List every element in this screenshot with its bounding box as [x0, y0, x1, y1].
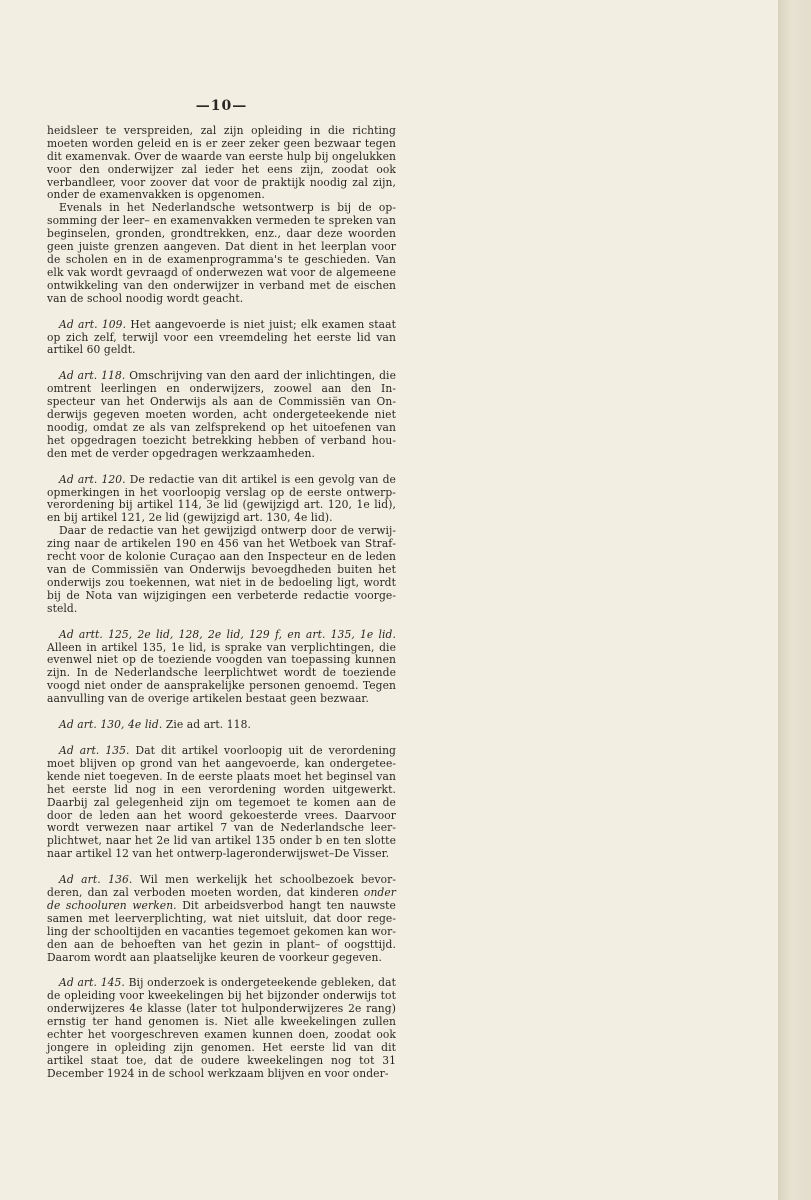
paragraph-text: Daar de redactie van het gewijzigd ontwerp door de verwijzing naar de artikelen 190 en 456 van het Wetboek van Strafrecht voor de kolonie Curaçao aan den Inspecteur en de leden van de Commissiën van Onderwijs bevoegdheden buiten het onderwijs zou toekennen, wat niet in de bedoeling ligt, wordt bij de Nota van wijzigingen een verbeterde redactie voorgesteld.: [47, 524, 396, 615]
paragraph-text: De redactie van dit artikel is een gevolg van de opmerkingen in het voorloopig verslag op de eerste ontwerp-verordening bij artikel 114, 3e lid (gewijzigd art. 120, 1e lid), en bij artikel 121, 2e lid (gewijzigd art. 130, 4e lid).: [47, 472, 396, 525]
paragraph-text: Omschrijving van den aard der inlichtingen, die omtrent leerlingen en onderwijzers, zoowel aan den Inspecteur van het Onderwijs als aan de Commissiën van Onderwijs gegeven moeten worden, acht ondergeteekende niet noodig, omdat ze als van zelfsprekend op het uitoefenen van het opgedragen toezicht betrekking hebben of verband houden met de verder opgedragen werkzaamheden.: [47, 369, 396, 460]
paragraph: [47, 977, 396, 1080]
article-reference: Ad art. 145.: [59, 976, 125, 990]
body-text: [47, 125, 396, 1081]
paragraph: [47, 874, 396, 964]
paragraph-text: heidsleer te verspreiden, zal zijn opleiding in die richting moeten worden geleid en is er zeer zeker geen bezwaar tegen dit examenvak. Over de waarde van eerste hulp bij ongelukken voor den onderwijzer zal ieder het eens zijn, zoodat ook verbandleer, voor zoover dat voor de praktijk noodig zal zijn, onder de examenvakken is opgenomen.: [47, 123, 396, 202]
paragraph-text: Alleen in artikel 135, 1e lid, is sprake van verplichtingen, die evenwel niet op de toeziende voogden van toepassing kunnen zijn. In de Nederlandsche leerplichtwet wordt de toeziende voogd niet onder de aansprakelijke personen genoemd. Tegen aanvulling van de overige artikelen bestaat geen bezwaar.: [47, 640, 396, 706]
paragraph-text: Dat dit artikel voorloopig uit de verordening moet blijven op grond van het aangevoerde, kan ondergeteekende niet toegeven. In de eerste plaats moet het beginsel van het eerste lid nog in een verordening worden uitgewerkt. Daarbij zal gelegenheid zijn om tegemoet te komen aan de door de leden aan het woord gekoesterde vrees. Daarvoor wordt verwezen naar artikel 7 van de Nederlandsche leerplichtwet, naar het 2e lid van artikel 135 onder b en ten slotte naar artikel 12 van het ontwerp-lageronderwijswet–De Visser.: [47, 743, 396, 861]
article-reference: Ad art. 136.: [59, 873, 133, 887]
article-reference: Ad art. 135.: [59, 743, 130, 757]
page-number: —10—: [195, 98, 248, 114]
paragraph: [47, 525, 396, 615]
paragraph-text: Zie ad art. 118.: [162, 718, 251, 732]
text-column: [47, 100, 396, 1081]
paragraph-text: Bij onderzoek is ondergeteekende gebleken, dat de opleiding voor kweekelingen bij het bijzonder onderwijs tot onderwijzeres 4e klasse (later tot hulponderwijzeres 2e rang) ernstig ter hand genomen is. Niet alle kweekelingen zullen echter het voorgeschreven examen kunnen doen, zoodat ook jongere in opleiding zijn genomen. Het eerste lid van dit artikel staat toe, dat de oudere kweekelingen nog tot 31 December 1924 in de school werkzaam blijven en voor onder-: [47, 976, 396, 1080]
paragraph: [47, 745, 396, 861]
emphasis-text: onder de schooluren werken.: [47, 886, 396, 912]
paragraph: [47, 629, 396, 706]
paragraph-text: Evenals in het Nederlandsche wetsontwerp is bij de opsomming der leer– en examenvakken vermeden te spreken van beginselen, gronden, grondtrekken, enz., daar deze woorden geen juiste grenzen aangeven. Dat dient in het leerplan voor de scholen en in de examenprogramma's te geschieden. Van elk vak wordt gevraagd of onderwezen wat voor de algemeene ontwikkeling van den onderwijzer in verband met de eischen van de school noodig wordt geacht.: [47, 201, 396, 305]
paragraph: [47, 719, 396, 732]
paragraph: [47, 125, 396, 202]
article-reference: Ad art. 130, 4e lid.: [59, 718, 163, 732]
paragraph: [47, 202, 396, 305]
scan-edge-strip: [778, 0, 811, 1200]
article-reference: Ad artt. 125, 2e lid, 128, 2e lid, 129 f, en art. 135, 1e lid.: [59, 627, 396, 641]
paragraph-text: Wil men werkelijk het schoolbezoek bevorderen, dan zal verboden moeten worden, dat kinderen: [47, 873, 396, 900]
paragraph: [47, 370, 396, 460]
paragraph-text: Dit arbeidsverbod hangt ten nauwste samen met leerverplichting, wat niet uitsluit, dat door regeling der schooltijden en vacanties tegemoet gekomen kan worden aan de behoeften van het gezin in plant– of oogsttijd. Daarom wordt aan plaatselijke keuren de voorkeur gegeven.: [47, 898, 396, 964]
paragraph: [47, 474, 396, 526]
paragraph-text: Het aangevoerde is niet juist; elk examen staat op zich zelf, terwijl voor een vreemdeling het eerste lid van artikel 60 geldt.: [47, 317, 396, 357]
article-reference: Ad art. 120.: [59, 472, 126, 486]
article-reference: Ad art. 118.: [59, 369, 126, 383]
paragraph: [47, 319, 396, 358]
article-reference: Ad art. 109.: [59, 317, 127, 331]
